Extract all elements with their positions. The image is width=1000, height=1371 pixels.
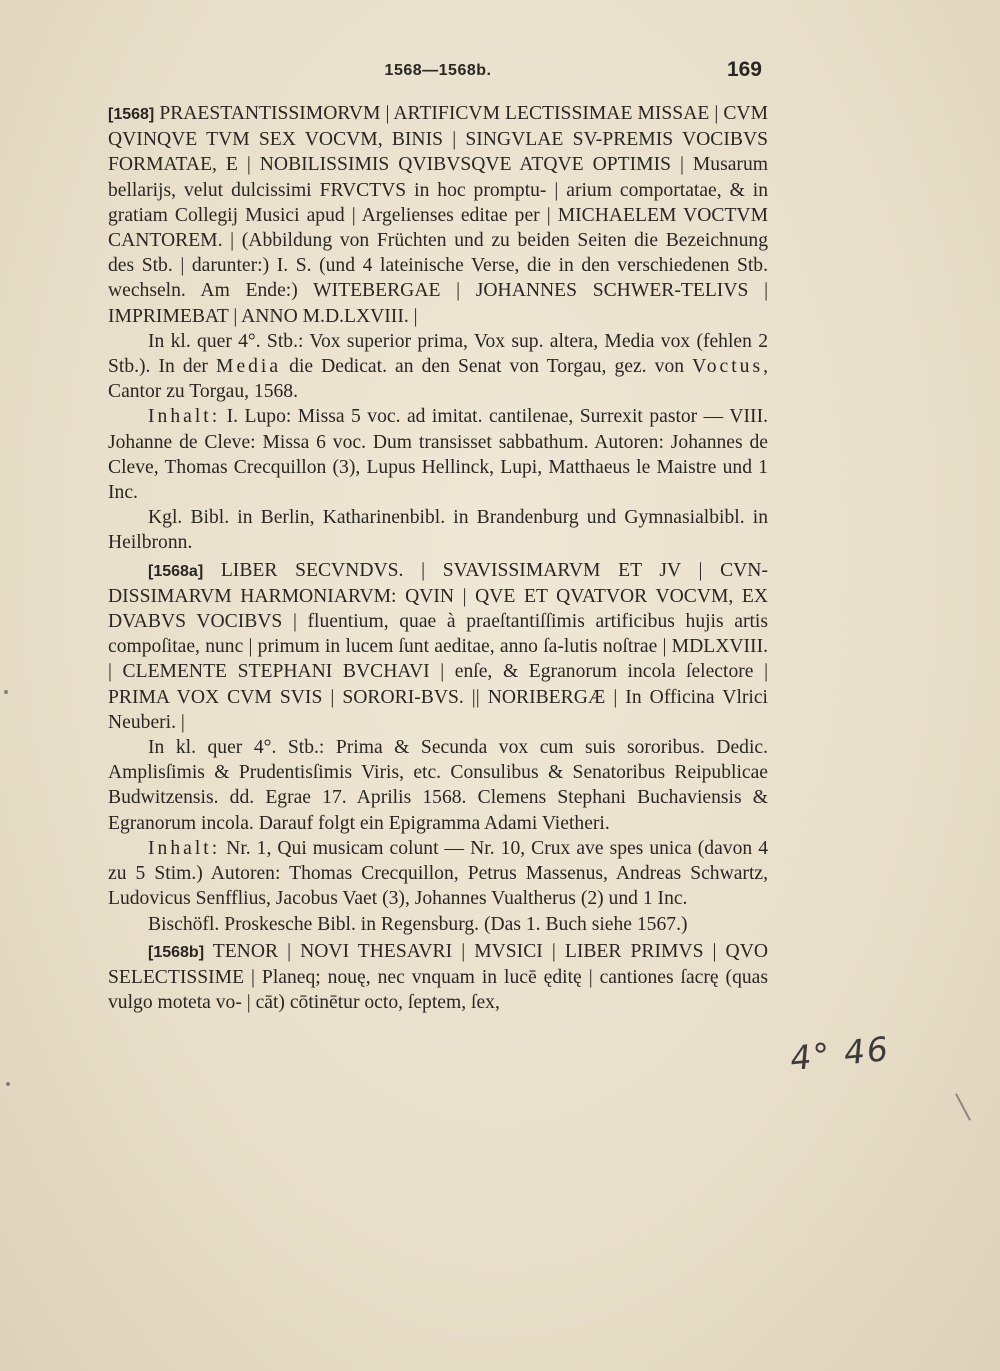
entry-title-text: TENOR | NOVI THESAVRI | MVSICI | LIBER PRIMVS | QVO SELECTISSIME | Planeq; nouę, nec vnquam in lucē ęditę | cantiones ſacrę (quas vulgo moteta vo- | cāt) cōtinētur octo, ſeptem, ſex, bbox=[108, 940, 768, 1014]
entry-1568a-format: In kl. quer 4°. Stb.: Prima & Secunda vox cum suis sororibus. Dedic. Amplisſimis & Prudentisſimis Viris, etc. Consulibus & Senatoribus Reipublicae Budwitzensis. dd. Egrae 17. Aprilis 1568. Clemens Stephani Buchaviensis & Egranorum incola. Darauf folgt ein Epigramma Adami Vietheri. bbox=[108, 737, 768, 834]
entry-1568a-title bbox=[108, 558, 768, 735]
contents-text: Nr. 1, Qui musicam colunt — Nr. 10, Crux ave spes unica (davon 4 zu 5 Stim.) Autoren: Thomas Crecquillon, Petrus Massenus, Andreas Schwartz, Ludovicus Senfflius, Jacobus Vaet (3), Johannes Vualtherus (2) und 1 Inc. bbox=[108, 837, 768, 910]
format-text: die Dedicat. an den Senat von Torgau, gez. von bbox=[281, 356, 693, 378]
running-head-range: 1568—1568b. bbox=[384, 62, 492, 79]
entry-number: [1568b] bbox=[148, 943, 205, 961]
entry-1568-contents bbox=[108, 404, 768, 505]
entry-title-text: PRAESTANTISSIMORVM | ARTIFICVM LECTISSIMAE MISSAE | CVM QVINQVE TVM SEX VOCVM, BINIS | SINGVLAE SV-PREMIS VOCIBVS FORMATAE, E | NOBILISSIMIS QVIBVSQVE ATQVE OPTIMIS | Musarum bellarijs, velut dulcissimi FRVCTVS in hoc promptu- | arium comportatae, & in gratiam Collegij Musici apud | Argelienses editae per | MICHAELEM VOCTVM CANTOREM. | (Abbildung von Früchten und zu beiden Seiten die Bezeichnung des Stb. | darunter:) I. S. (und 4 lateinische Verse, die in den verschiedenen Stb. wechseln. Am Ende:) WITEBERGAE | JOHANNES SCHWER-TELIVS | IMPRIMEBAT | ANNO M.D.LXVIII. | bbox=[108, 103, 768, 327]
format-spaced-voctus: Voctus bbox=[692, 356, 764, 378]
entry-1568-libraries: Kgl. Bibl. in Berlin, Katharinenbibl. in Brandenburg und Gymnasialbibl. in Heilbronn. bbox=[108, 507, 768, 554]
handwritten-shelfmark: 4° 46 bbox=[788, 1028, 892, 1079]
page-speck bbox=[4, 690, 8, 694]
pencil-mark bbox=[955, 1093, 971, 1120]
text-body bbox=[108, 99, 768, 1015]
entry-1568-title bbox=[108, 101, 768, 329]
page-speck bbox=[6, 1082, 10, 1086]
entry-number: [1568] bbox=[108, 106, 155, 123]
entry-1568b-title bbox=[108, 939, 768, 1016]
entry-1568a-libraries: Bischöfl. Proskesche Bibl. in Regensburg. (Das 1. Buch siehe 1567.) bbox=[148, 913, 688, 935]
format-text: , Cantor zu Torgau, 1568. bbox=[108, 356, 768, 403]
entry-number: [1568a] bbox=[148, 562, 204, 580]
contents-label: Inhalt: bbox=[148, 837, 221, 859]
contents-text: I. Lupo: Missa 5 voc. ad imitat. cantilenae, Surrexit pastor — VIII. Johanne de Cleve: Missa 6 voc. Dum transisset sabbathum. Autoren: Johannes de Cleve, Thomas Crecquillon (3), Lupus Hellinck, Lupi, Matthaeus le Maistre und 1 Inc. bbox=[108, 406, 768, 504]
format-spaced-media: Media bbox=[216, 356, 282, 378]
contents-label: Inhalt: bbox=[148, 406, 221, 428]
format-text: In kl. quer 4°. Stb.: Vox superior prima, Vox sup. altera, Media vox (fehlen 2 Stb.). In der bbox=[108, 330, 768, 378]
entry-title-text: LIBER SECVNDVS. | SVAVISSIMARVM ET JV | CVN-DISSIMARVM HARMONIARVM: QVIN | QVE ET QVATVOR VOCVM, EX DVABVS VOCIBVS | fluentium, quae à praeſtantiſſimis artificibus hujis artis compoſitae, nunc | primum in lucem ſunt aeditae, anno ſa-lutis noſtrae | MDLXVIII. | CLEMENTE STEPHANI BVCHAVI | enſe, & Egranorum incola ſelectore | PRIMA VOX CVM SVIS | SORORI-BVS. || NORIBERGÆ | In Officina Vlrici Neuberi. | bbox=[108, 559, 768, 733]
page-number: 169 bbox=[726, 58, 762, 81]
entry-1568-format bbox=[108, 329, 768, 405]
running-head bbox=[108, 58, 768, 86]
entry-1568a-contents bbox=[108, 836, 768, 912]
